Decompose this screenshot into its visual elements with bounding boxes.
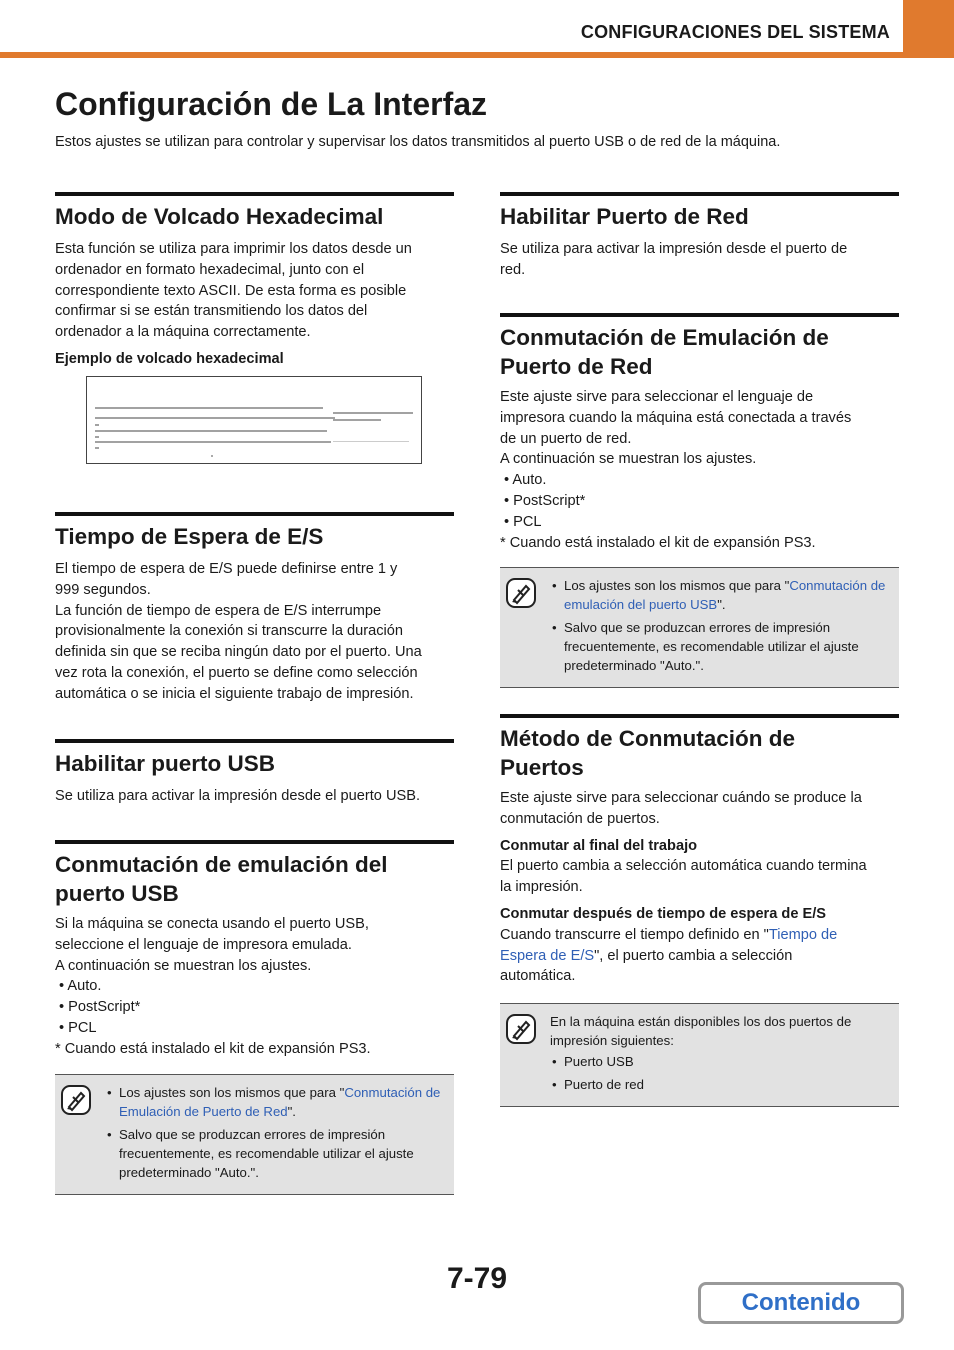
footnote: * Cuando está instalado el kit de expansión PS3. (500, 534, 816, 551)
page-number: 7-79 (447, 1262, 508, 1295)
section-title (500, 724, 899, 782)
link-timeout[interactable]: Espera de E/S (500, 947, 595, 964)
timeout-line: automática o se inicia el siguiente trabajo de impresión. (55, 685, 414, 702)
hexdump-line: correspondiente texto ASCII. De esta forma es posible (55, 282, 407, 299)
section-title: Habilitar Puerto de Red (500, 204, 749, 229)
list-item: • PCL (59, 1019, 97, 1036)
hexdump-example-image (86, 376, 422, 464)
pencil-note-icon (506, 578, 536, 608)
port-switch-line: automática. (500, 968, 576, 985)
note-item: • Los ajustes son los mismos que para "Conmutación de Emulación de Puerto de Red". (105, 1083, 446, 1121)
subheading: Conmutar después de tiempo de espera de E/S (500, 905, 827, 922)
net-emulation-line: A continuación se muestran los ajustes. (500, 451, 757, 468)
section-title: Tiempo de Espera de E/S (55, 524, 324, 549)
hexdump-line: confirmar si se están transmitiendo los datos del (55, 303, 368, 320)
timeout-line: provisionalmente la conexión si transcurre la duración (55, 623, 403, 640)
title-line: Puerto de Red (500, 354, 653, 379)
list-item: • PCL (504, 513, 542, 530)
hexdump-illustration (87, 377, 421, 463)
net-emulation-line: de un puerto de red. (500, 430, 632, 447)
note-text: En la máquina están disponibles los dos puertos de impresión siguientes: (550, 1014, 852, 1049)
title-line: Conmutación de Emulación de (500, 325, 829, 350)
usb-emulation-line: A continuación se muestran los ajustes. (55, 957, 312, 974)
port-switch-line: El puerto cambia a selección automática cuando termina (500, 858, 867, 875)
hexdump-example-label: Ejemplo de volcado hexadecimal (55, 350, 284, 367)
note-item: • Salvo que se produzcan errores de impresión frecuentemente, es recomendable utilizar el ajuste predeterminado "Auto.". (105, 1125, 446, 1182)
section-net-emulation (500, 313, 899, 688)
section-title (55, 850, 454, 908)
section-port-switch (500, 714, 899, 1107)
timeout-line: definida sin que se reciba ningún dato por el puerto. Una (55, 644, 422, 661)
hexdump-line: ordenador a la máquina correctamente. (55, 324, 311, 341)
port-switch-line: la impresión. (500, 879, 583, 896)
usb-emulation-options (55, 976, 454, 1038)
note-item: • Puerto de red (550, 1075, 891, 1094)
section-title: Modo de Volcado Hexadecimal (55, 204, 384, 229)
hexdump-line: ordenador en formato hexadecimal, junto con el (55, 261, 365, 278)
note-box (500, 567, 899, 688)
note-box (500, 1003, 899, 1107)
pencil-note-icon (61, 1085, 91, 1115)
timeout-line: vez rota la conexión, el puerto se define como selección (55, 664, 418, 681)
subheading: Conmutar al final del trabajo (500, 837, 698, 854)
network-line: red. (500, 261, 526, 278)
note-box (55, 1074, 454, 1195)
note-item: • Puerto USB (550, 1052, 891, 1071)
link-net-emulation[interactable]: Conmutación de Emulación de Puerto de Red (119, 1084, 441, 1119)
note-item: • Los ajustes son los mismos que para "Conmutación de emulación del puerto USB". (550, 576, 891, 614)
page-intro: Estos ajustes se utilizan para controlar y supervisar los datos transmitidos al puerto USB o de red de la máquina. (55, 134, 781, 150)
net-emulation-line: impresora cuando la máquina está conectada a través (500, 409, 852, 426)
usb-emulation-line: Si la máquina se conecta usando el puerto USB, (55, 916, 369, 932)
section-title (500, 323, 899, 381)
note-item: • Salvo que se produzcan errores de impresión frecuentemente, es recomendable utilizar el ajuste predeterminado "Auto.". (550, 618, 891, 675)
section-network (500, 192, 899, 281)
footnote: * Cuando está instalado el kit de expansión PS3. (55, 1040, 371, 1057)
title-line: Conmutación de emulación del (55, 852, 388, 877)
page-title: Configuración de La Interfaz (55, 86, 488, 122)
port-switch-line: Espera de E/S", el puerto cambia a selección (500, 947, 793, 964)
link-usb-emulation[interactable]: Conmutación de emulación del puerto USB (564, 578, 886, 613)
port-switch-line: Este ajuste sirve para seleccionar cuándo se produce la (500, 790, 862, 806)
usb-text: Se utiliza para activar la impresión desde el puerto USB. (55, 788, 421, 804)
list-item: • Auto. (59, 978, 102, 995)
list-item: • PostScript* (504, 492, 586, 509)
header-tab (903, 0, 954, 55)
header-title: CONFIGURACIONES DEL SISTEMA (580, 22, 890, 42)
title-line: puerto USB (55, 881, 179, 906)
port-switch-line: Cuando transcurre el tiempo definido en "Tiempo de (500, 926, 838, 943)
contents-button[interactable]: Contenido (698, 1282, 904, 1324)
timeout-line: 999 segundos. (55, 581, 151, 598)
section-usb-emulation (55, 840, 454, 1195)
section-title: Habilitar puerto USB (55, 751, 276, 776)
title-line: Método de Conmutación de (500, 726, 795, 751)
section-usb (55, 739, 454, 807)
hexdump-line: Esta función se utiliza para imprimir los datos desde un (55, 241, 412, 257)
pencil-note-icon (506, 1014, 536, 1044)
link-timeout[interactable]: Tiempo de (768, 926, 838, 943)
usb-emulation-line: seleccione el lenguaje de impresora emulada. (55, 936, 352, 953)
header-bar (0, 52, 954, 58)
section-hexdump (55, 192, 454, 370)
network-line: Se utiliza para activar la impresión desde el puerto de (500, 241, 848, 257)
section-timeout (55, 512, 454, 705)
timeout-line: El tiempo de espera de E/S puede definirse entre 1 y (55, 561, 398, 577)
port-switch-line: conmutación de puertos. (500, 810, 660, 827)
list-item: • PostScript* (59, 999, 141, 1016)
title-line: Puertos (500, 755, 584, 780)
list-item: • Auto. (504, 472, 547, 489)
timeout-line: La función de tiempo de espera de E/S interrumpe (55, 602, 382, 619)
net-emulation-options (500, 470, 899, 532)
net-emulation-line: Este ajuste sirve para seleccionar el lenguaje de (500, 389, 814, 405)
